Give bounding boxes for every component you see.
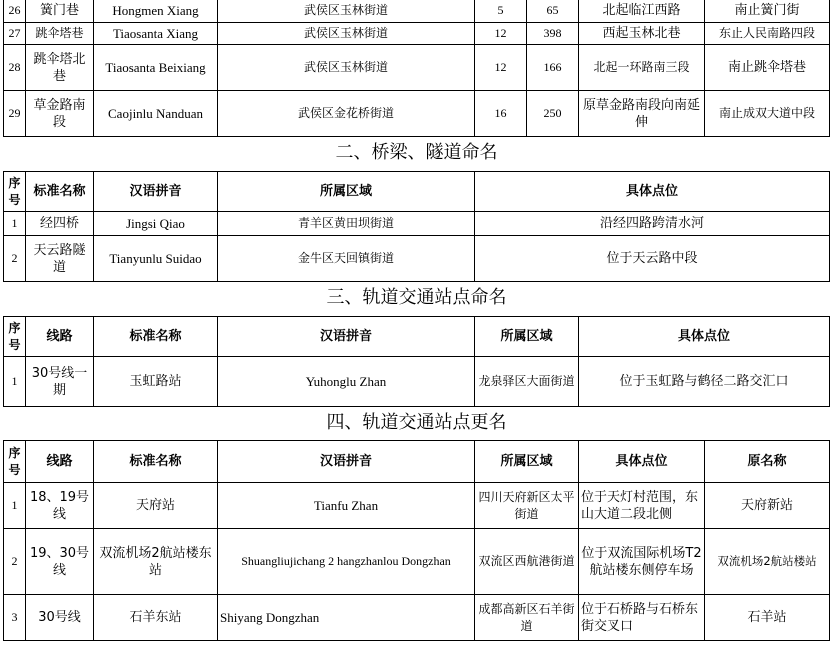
cell-name: 天云路隧道 <box>26 236 94 282</box>
cell-location: 位于双流国际机场T2航站楼东侧停车场 <box>579 529 705 595</box>
cell-length: 250 <box>527 91 579 137</box>
cell-district: 武侯区金花桥街道 <box>218 91 475 137</box>
table-row <box>4 0 830 23</box>
cell-line: 19、30号线 <box>26 529 94 595</box>
cell-length: 398 <box>527 23 579 45</box>
cell-start: 西起玉林北巷 <box>579 23 705 45</box>
table-row <box>4 91 830 137</box>
section-title-station-naming: 三、轨道交通站点命名 <box>326 287 507 308</box>
cell-length: 65 <box>527 0 579 23</box>
header-district: 所属区域 <box>218 172 475 212</box>
cell-pinyin: Jingsi Qiao <box>94 212 218 236</box>
table-row <box>4 357 830 407</box>
header-pinyin: 汉语拼音 <box>218 317 475 357</box>
cell-end: 南止跳伞塔巷 <box>705 45 830 91</box>
cell-no: 1 <box>4 212 26 236</box>
station-renaming-table <box>3 440 830 641</box>
header-no: 序号 <box>4 441 26 483</box>
cell-district: 武侯区玉林街道 <box>218 45 475 91</box>
table-row <box>4 23 830 45</box>
cell-no: 28 <box>4 45 26 91</box>
cell-no: 1 <box>4 357 26 407</box>
table-row <box>4 236 830 282</box>
cell-pinyin: Hongmen Xiang <box>94 0 218 23</box>
header-name: 标准名称 <box>94 441 218 483</box>
cell-district: 四川天府新区太平街道 <box>475 483 579 529</box>
header-no: 序号 <box>4 172 26 212</box>
cell-name: 双流机场2航站楼东站 <box>94 529 218 595</box>
cell-location: 位于天云路中段 <box>475 236 830 282</box>
header-district: 所属区域 <box>475 441 579 483</box>
header-pinyin: 汉语拼音 <box>94 172 218 212</box>
cell-old-name: 天府新站 <box>705 483 830 529</box>
cell-location: 沿经四路跨清水河 <box>475 212 830 236</box>
cell-name: 天府站 <box>94 483 218 529</box>
cell-width: 16 <box>475 91 527 137</box>
cell-start: 原草金路南段向南延伸 <box>579 91 705 137</box>
cell-width: 12 <box>475 23 527 45</box>
header-location: 具体点位 <box>475 172 830 212</box>
cell-pinyin: Shiyang Dongzhan <box>218 595 475 641</box>
table-row <box>4 212 830 236</box>
section-title-bridges-tunnels: 二、桥梁、隧道命名 <box>335 142 498 163</box>
cell-no: 2 <box>4 529 26 595</box>
cell-name: 跳伞塔巷 <box>26 23 94 45</box>
cell-width: 12 <box>475 45 527 91</box>
bridge-tunnel-table <box>3 171 830 282</box>
cell-district: 武侯区玉林街道 <box>218 23 475 45</box>
station-naming-table <box>3 316 830 407</box>
cell-district: 武侯区玉林街道 <box>218 0 475 23</box>
header-name: 标准名称 <box>94 317 218 357</box>
cell-pinyin: Tianyunlu Suidao <box>94 236 218 282</box>
cell-pinyin: Caojinlu Nanduan <box>94 91 218 137</box>
cell-district: 双流区西航港街道 <box>475 529 579 595</box>
header-old-name: 原名称 <box>705 441 830 483</box>
road-naming-table <box>3 0 830 137</box>
table-header-row <box>4 317 830 357</box>
header-no: 序号 <box>4 317 26 357</box>
cell-length: 166 <box>527 45 579 91</box>
table-header-row <box>4 172 830 212</box>
table-header-row <box>4 441 830 483</box>
table-row <box>4 483 830 529</box>
cell-width: 5 <box>475 0 527 23</box>
cell-location: 位于天灯村范围，东山大道二段北侧 <box>579 483 705 529</box>
table-row <box>4 529 830 595</box>
cell-no: 2 <box>4 236 26 282</box>
cell-name: 经四桥 <box>26 212 94 236</box>
header-pinyin: 汉语拼音 <box>218 441 475 483</box>
cell-line: 18、19号线 <box>26 483 94 529</box>
cell-line: 30号线 <box>26 595 94 641</box>
cell-name: 玉虹路站 <box>94 357 218 407</box>
cell-no: 1 <box>4 483 26 529</box>
header-line: 线路 <box>26 441 94 483</box>
cell-start: 北起临江西路 <box>579 0 705 23</box>
cell-old-name: 石羊站 <box>705 595 830 641</box>
cell-district: 龙泉驿区大面街道 <box>475 357 579 407</box>
table-row <box>4 595 830 641</box>
cell-district: 青羊区黄田坝街道 <box>218 212 475 236</box>
cell-location: 位于玉虹路与鹤径二路交汇口 <box>579 357 830 407</box>
cell-end: 南止簧门街 <box>705 0 830 23</box>
header-line: 线路 <box>26 317 94 357</box>
cell-name: 石羊东站 <box>94 595 218 641</box>
cell-pinyin: Shuangliujichang 2 hangzhanlou Dongzhan <box>218 529 475 595</box>
cell-pinyin: Tianfu Zhan <box>218 483 475 529</box>
cell-no: 27 <box>4 23 26 45</box>
cell-district: 成都高新区石羊街道 <box>475 595 579 641</box>
cell-district: 金牛区天回镇街道 <box>218 236 475 282</box>
cell-end: 南止成双大道中段 <box>705 91 830 137</box>
cell-line: 30号线一期 <box>26 357 94 407</box>
header-location: 具体点位 <box>579 441 705 483</box>
cell-old-name: 双流机场2航站楼站 <box>705 529 830 595</box>
header-location: 具体点位 <box>579 317 830 357</box>
cell-location: 位于石桥路与石桥东街交叉口 <box>579 595 705 641</box>
cell-no: 29 <box>4 91 26 137</box>
cell-end: 东止人民南路四段 <box>705 23 830 45</box>
section-title-station-renaming: 四、轨道交通站点更名 <box>326 412 507 433</box>
cell-no: 3 <box>4 595 26 641</box>
cell-pinyin: Yuhonglu Zhan <box>218 357 475 407</box>
header-name: 标准名称 <box>26 172 94 212</box>
cell-name: 跳伞塔北巷 <box>26 45 94 91</box>
header-district: 所属区域 <box>475 317 579 357</box>
cell-no: 26 <box>4 0 26 23</box>
cell-name: 簧门巷 <box>26 0 94 23</box>
cell-pinyin: Tiaosanta Beixiang <box>94 45 218 91</box>
cell-start: 北起一环路南三段 <box>579 45 705 91</box>
table-row <box>4 45 830 91</box>
cell-pinyin: Tiaosanta Xiang <box>94 23 218 45</box>
cell-name: 草金路南段 <box>26 91 94 137</box>
